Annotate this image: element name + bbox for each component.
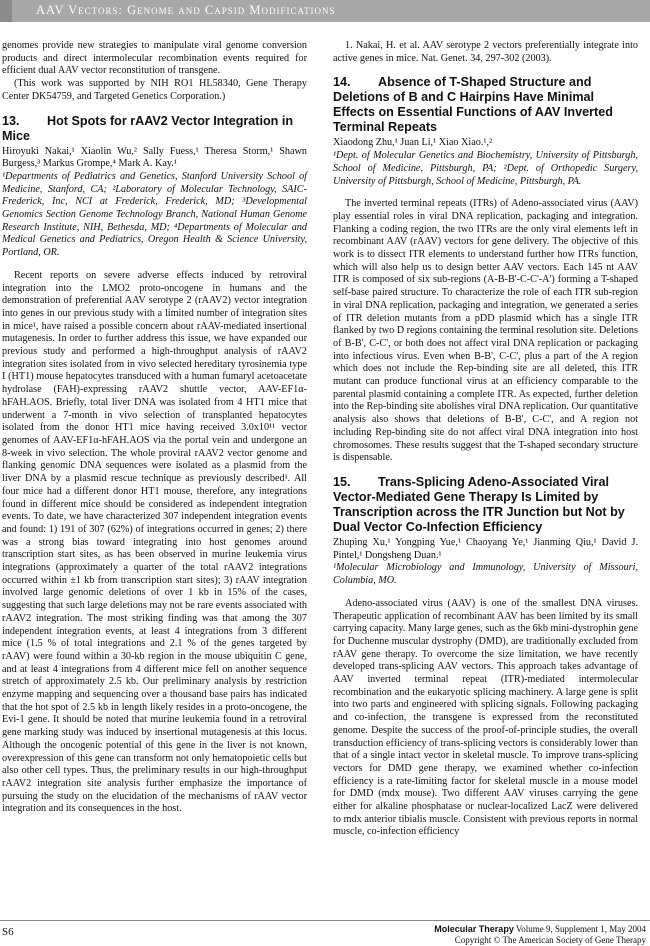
journal-name: Molecular Therapy	[434, 924, 514, 934]
abstract-14-title	[333, 75, 638, 135]
copyright-line: Copyright © The American Society of Gene Therapy	[454, 935, 646, 945]
abstract-15-body: Adeno-associated virus (AAV) is one of the smallest DNA viruses. Therapeutic application of recombinant AAV has been limited by its small carrying capacity. Many large genes, such as the 6kb mini-dystrophin gene for Duchenne muscular dystrophy (DMD), are traditionally excluded from rAAV gene therapy. To overcome the size limitation, we have recently developed trans-splicing AAV vectors. This approach takes advantage of AAV inverted terminal repeat (ITR)-mediated intermolecular recombination and the eukaryotic splicing machinery. A large gene is split into two parts and engineered with splicing signals. Following packaging and co-infection, the transgene is expressed from the reconstituted genome. Despite the success of the proof-of-principle studies, the overall transduction efficiency of trans-splicing vectors is considerably lower than that of a single intact vector in skeletal muscle. To improve trans-splicing vectors for DMD gene therapy, we examined whether co-infection efficiency is a rate-limiting factor for skeletal muscle in a mouse model for DMD (mdx mouse). Two different AAV viruses carrying the gene either for alkaline phosphatase or nuclear-localized LacZ were delivered to mdx anterior tibialis muscle. Consistent with previous reports in normal muscle, co-infection efficiency	[333, 597, 638, 838]
abstract-13-authors: Hiroyuki Nakai,¹ Xiaolin Wu,² Sally Fuess,¹ Theresa Storm,¹ Shawn Burgess,³ Markus Grompe,⁴ Mark A. Kay.¹	[2, 145, 307, 170]
journal-issue: Volume 9, Supplement 1, May 2004	[515, 924, 646, 934]
footer-divider	[0, 920, 650, 921]
abstract-14-body: The inverted terminal repeats (ITRs) of Adeno-associated virus (AAV) play essential roles in viral DNA replication, packaging and integration. Flanking a coding region, the two ITRs are the only viral elements left in recombinant AAV (rAAV) vectors for gene delivery. The objective of this work is to dissect ITR elements to understand further how ITRs function, which will also help us to design better AAV vectors. Each 145 nt AAV ITR is composed of six sub-regions (A-B-B'-C-C'-A') forming a T-shaped self-base paired structure. To characterize the role of each ITR sub-region in viral DNA replication, packaging and integration, we generated a series of ITR deletion mutants from a pDD plasmid which has a single ITR flanked by two D regions containing the terminal resolution site. Deletions of B-B', C-C', or both does not affect viral DNA replication or packaging into infectious virus. Even when B-B', C-C', plus a part of the A region which does not include the Rep-binding site are all deleted, this ITR mutant can produce functional virus at an efficiency comparable to the parental plasmid containing a complete ITR. As expected, further deletion into the Rep-binding site abolishes viral DNA replication. Our quantitative analysis also shows that deletions of B-B', C-C', and A region not including Rep-binding site do not affect viral DNA integration into host chromosomes. These results suggest that the T-shaped secondary structure is dispensable.	[333, 198, 638, 464]
abstract-15-affiliations: ¹Molecular Microbiology and Immunology, University of Missouri, Columbia, MO.	[333, 562, 638, 587]
abstract-14-title-text: Absence of T-Shaped Structure and Deletions of B and C Hairpins Have Minimal Effects on Essential Functions of AAV Inverted Terminal Repeats	[333, 75, 613, 135]
running-header	[0, 0, 650, 22]
abstract-14-affiliations: ¹Dept. of Molecular Genetics and Biochemistry, University of Pittsburgh, School of Medicine, Pittsburgh, PA; ²Dept. of Orthopedic Surgery, University of Pittsburgh, School of Medicine, Pittsburgh, PA.	[333, 150, 638, 187]
reference-1: 1. Nakai, H. et al. AAV serotype 2 vectors preferentially integrate into active genes in mice. Nat. Genet. 34, 297-302 (2003).	[333, 40, 638, 64]
page-number: S6	[2, 926, 14, 938]
carry-paragraph: genomes provide new strategies to manipulate viral genome conversion products and direct intermolecular recombination events required for efficient dual AAV vector reconstitution of transgene.	[2, 40, 307, 77]
abstract-15-number: 15.	[333, 474, 351, 489]
header-stripe	[0, 0, 12, 22]
right-column	[333, 40, 638, 839]
abstract-13-affiliations: ¹Departments of Pediatrics and Genetics, Stanford University School of Medicine, Stanford, CA; ²Laboratory of Molecular Technology, SAIC-Frederick, Inc, NCI at Frederick, Frederick, MD; ³Developmental Genomics Section Genome Technology Branch, National Human Genome Research Institute, NIH, Bethesda, MD; ⁴Departments of Molecular and Medical Genetics and Pediatrics, Oregon Health & Science University, Portland, OR.	[2, 170, 307, 259]
running-title: AAV Vectors: Genome and Capsid Modifications	[36, 3, 336, 17]
left-column	[2, 40, 307, 816]
abstract-15-title	[333, 475, 638, 535]
funding-note: (This work was supported by NIH RO1 HL58340, Gene Therapy Center DK54759, and Targeted Genetics Corporation.)	[2, 78, 307, 102]
abstract-13-title-text: Hot Spots for rAAV2 Vector Integration in Mice	[2, 113, 294, 143]
abstract-14-authors: Xiaodong Zhu,¹ Juan Li,¹ Xiao Xiao.¹,²	[333, 137, 493, 149]
abstract-13-title	[2, 114, 307, 144]
journal-footer	[434, 924, 646, 946]
abstract-13-number: 13.	[2, 113, 20, 128]
abstract-14-number: 14.	[333, 75, 351, 90]
abstract-15-title-text: Trans-Splicing Adeno-Associated Viral Vector-Mediated Gene Therapy Is Limited by Transcription across the ITR Junction but Not by Dual Vector Co-Infection Efficiency	[333, 474, 625, 534]
abstract-13-body: Recent reports on severe adverse effects induced by retroviral integration into the LMO2 proto-oncogene in humans and the demonstration of preferential AAV serotype 2 (rAAV2) vector integration into genes in our previous study with a limited number of integration sites in mice¹, have raised a possible concern about rAAV-mediated insertional mutagenesis. In order to further address this issue, we have expanded our previous study and performed a high-throughput analysis of rAAV2 integration sites isolated from in vivo selected hereditary tyrosinemia type I (HT1) mouse hepatocytes transduced with a human fumaryl acetoacetate hydrolase (FAH)-expressing rAAV2 shuttle vector, AAV-EF1α-hFAH.AOS. Briefly, total liver DNA was isolated from 4 HT1 mice that underwent a 7-month in vivo selection of transplanted hepatocytes isolated from the donor HT1 mice having received 3.0x10¹¹ vector genomes of AAV-EF1α-hFAH.AOS via the portal vein and undergone an 8-week in vivo selection. The whole proviral rAAV2 vector genome and flanking genomic DNA sequences were isolated as a plasmid from the liver DNA by a plasmid rescue technique as previously described¹. All four mice had a different donor HT1 mouse, therefore, any integrations found in different mice should be considered as independent integration events. To date, we have characterized 307 independent integration events and found: 1) 191 of 307 (62%) of integrations occurred in genes; 2) there was a strong bias toward integrating into host genomes around transcription start sites, as has been observed in murine leukemia virus integrations (approximately a quarter of the total rAAV2 integrations occurred within ±1 kb from transcription start sites); 3) rAAV integration involved large genomic deletions of over 1 kb in 15% of the cases, suggesting that such large deletions may not be rare events associated with rAAV2 integration. The most striking finding was that among the 307 independent integration events, at least 4 integrations from 3 different mice (1.5 % of total integrations and 2.1 % of the genes targeted by rAAV) were found within a 30-kb region in the mouse ubiquitin C gene, and at least 4 integrations from 4 different mice fell on another sequence stretch of approximately 2.5 kb. Our preliminary analysis by restriction enzyme mapping and sequencing over a thousand base pairs has indicated that the hot spot of 2.5 kb in length likely resides in a proto-oncogene, the Evi-1 gene. It should be noted that murine leukemia found in a retroviral gene marking study was induced by insertional mutagenesis at this locus. Although the oncogenic potential of this gene in the liver is not known, overexpression of this gene can transform not only hematopoietic cells but also other cell types. Thus, the preliminary results in our high-throughput rAAV2 integration site analysis further emphasize the importance of pursuing the study on the elucidation of the mechanisms of rAAV vector integration and its consequences in the host.	[2, 269, 307, 815]
abstract-15-authors: Zhuping Xu,¹ Yongping Yue,¹ Chaoyang Ye,¹ Jianming Qiu,¹ David J. Pintel,¹ Dongsheng Duan.¹	[333, 536, 638, 561]
